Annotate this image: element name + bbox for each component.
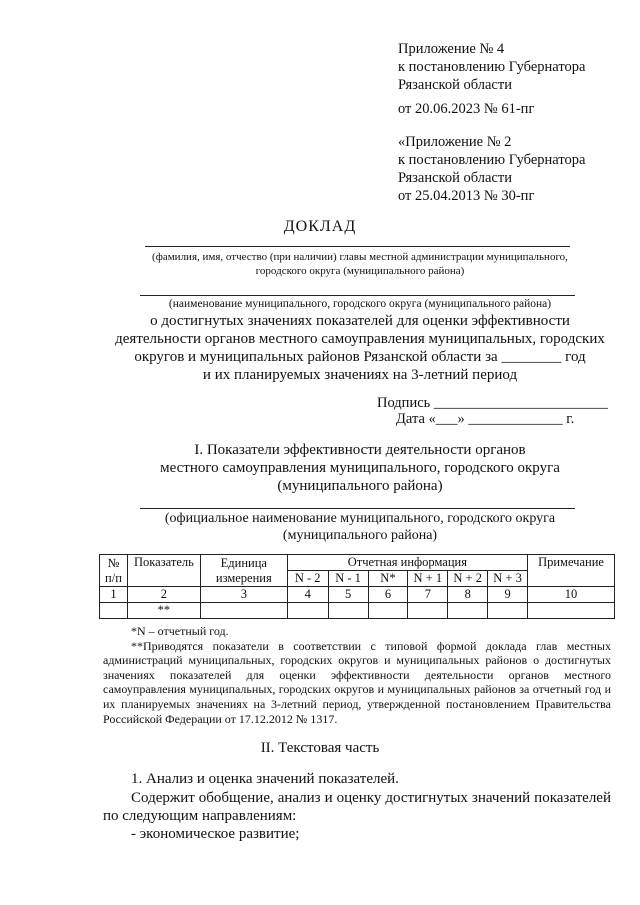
- column-number-cell: 9: [488, 587, 528, 603]
- footnote-2: **Приводятся показатели в соответствии с типовой формой доклада глав местных администраций муниципальных, городских округов и муниципальных районов о достигнутых значениях показателей для оценки эффективности деятельности органов местного самоуправления муниципальных, городских округов и муниципальных районов за отчетный год и их планируемых значениях на 3-летний период, утвержденной постановлением Правительства Российской Федерации от 17.12.2012 № 1317.: [103, 638, 611, 726]
- section-2-title: II. Текстовая часть: [260, 740, 380, 756]
- column-number-cell: 1: [100, 587, 128, 603]
- section-1-title-line: I. Показатели эффективности деятельности органов: [194, 442, 526, 458]
- section-1-title-line: (муниципального района): [277, 478, 443, 494]
- table-cell: [100, 603, 128, 619]
- municipality-underline: [140, 295, 575, 296]
- period-cell: N - 1: [328, 571, 368, 587]
- table-cell: [448, 603, 488, 619]
- document-title: ДОКЛАД: [283, 218, 357, 235]
- appendix-2-line: «Приложение № 2: [398, 134, 512, 150]
- column-number-cell: 4: [287, 587, 328, 603]
- header-note-text: Примечание: [538, 555, 604, 569]
- footnotes: [103, 624, 611, 726]
- header-number-line: п/п: [105, 570, 122, 585]
- header-note: [528, 555, 615, 587]
- appendix-2-line: Рязанской области: [398, 170, 512, 186]
- table-cell: [368, 603, 408, 619]
- name-caption: [100, 250, 620, 278]
- indicator-mark-cell: **: [127, 603, 200, 619]
- header-number-line: №: [107, 555, 120, 570]
- report-subject: [100, 312, 620, 384]
- table-cell: [408, 603, 448, 619]
- header-unit: [200, 555, 287, 587]
- official-name-caption-line: (официальное наименование муниципального, городского округа: [164, 511, 556, 526]
- table-row: [100, 603, 615, 619]
- official-name-underline: [140, 508, 575, 509]
- column-number-cell: 10: [528, 587, 615, 603]
- appendix-4-line: Приложение № 4: [398, 41, 505, 57]
- name-caption-line: (фамилия, имя, отчество (при наличии) главы местной администрации муниципального,: [152, 251, 568, 263]
- table-cell: [328, 603, 368, 619]
- appendix-4-block: [398, 40, 585, 118]
- footnote-1: *N – отчетный год.: [131, 624, 229, 638]
- table-cell: [528, 603, 615, 619]
- header-indicator-text: Показатель: [133, 555, 194, 569]
- header-unit-line: Единица: [220, 555, 267, 570]
- section-2-paragraph-3: - экономическое развитие;: [131, 826, 300, 842]
- period-cell: N*: [368, 571, 408, 587]
- period-cell: N - 2: [287, 571, 328, 587]
- date-label: Дата «___» _____________ г.: [396, 411, 575, 427]
- table-cell: [488, 603, 528, 619]
- subject-line: округов и муниципальных районов Рязанской области за ________ год: [134, 349, 586, 365]
- name-underline: [145, 246, 570, 247]
- period-cell: N + 1: [408, 571, 448, 587]
- column-number-cell: 6: [368, 587, 408, 603]
- appendix-2-line: от 25.04.2013 № 30-пг: [398, 188, 535, 204]
- period-cell: N + 3: [488, 571, 528, 587]
- appendix-2-block: [398, 133, 585, 205]
- section-1-title-line: местного самоуправления муниципального, городского округа: [160, 460, 560, 476]
- column-number-cell: 7: [408, 587, 448, 603]
- section-2-paragraph-2: Содержит обобщение, анализ и оценку достигнутых значений показателей по следующим направлениям:: [103, 790, 611, 824]
- name-caption-line: городского округа (муниципального района): [255, 265, 465, 277]
- appendix-4-line: от 20.06.2023 № 61-пг: [398, 101, 535, 117]
- section-1-title: [100, 441, 620, 495]
- header-indicator: [127, 555, 200, 587]
- appendix-4-line: к постановлению Губернатора: [398, 59, 586, 75]
- subject-line: деятельности органов местного самоуправления муниципальных, городских: [115, 331, 605, 347]
- subject-line: и их планируемых значениях на 3-летний период: [202, 367, 518, 383]
- appendix-4-line: Рязанской области: [398, 77, 512, 93]
- table-number-row: [100, 587, 615, 603]
- column-number-cell: 5: [328, 587, 368, 603]
- signature-label: Подпись ________________________: [377, 395, 608, 411]
- header-report-info: Отчетная информация: [287, 555, 527, 571]
- table-header-row: [100, 555, 615, 571]
- official-name-caption-line: (муниципального района): [282, 527, 438, 543]
- subject-line: о достигнутых значениях показателей для оценки эффективности: [150, 313, 570, 329]
- section-2-paragraph-1: 1. Анализ и оценка значений показателей.: [131, 771, 399, 787]
- table-cell: [200, 603, 287, 619]
- indicators-table: [99, 554, 615, 619]
- column-number-cell: 8: [448, 587, 488, 603]
- period-cell: N + 2: [448, 571, 488, 587]
- municipality-caption: (наименование муниципального, городского округа (муниципального района): [168, 298, 552, 310]
- header-unit-line: измерения: [215, 570, 272, 585]
- official-name-caption: [100, 511, 620, 544]
- header-number: [100, 555, 128, 587]
- column-number-cell: 3: [200, 587, 287, 603]
- table-cell: [287, 603, 328, 619]
- column-number-cell: 2: [127, 587, 200, 603]
- appendix-2-line: к постановлению Губернатора: [398, 152, 586, 168]
